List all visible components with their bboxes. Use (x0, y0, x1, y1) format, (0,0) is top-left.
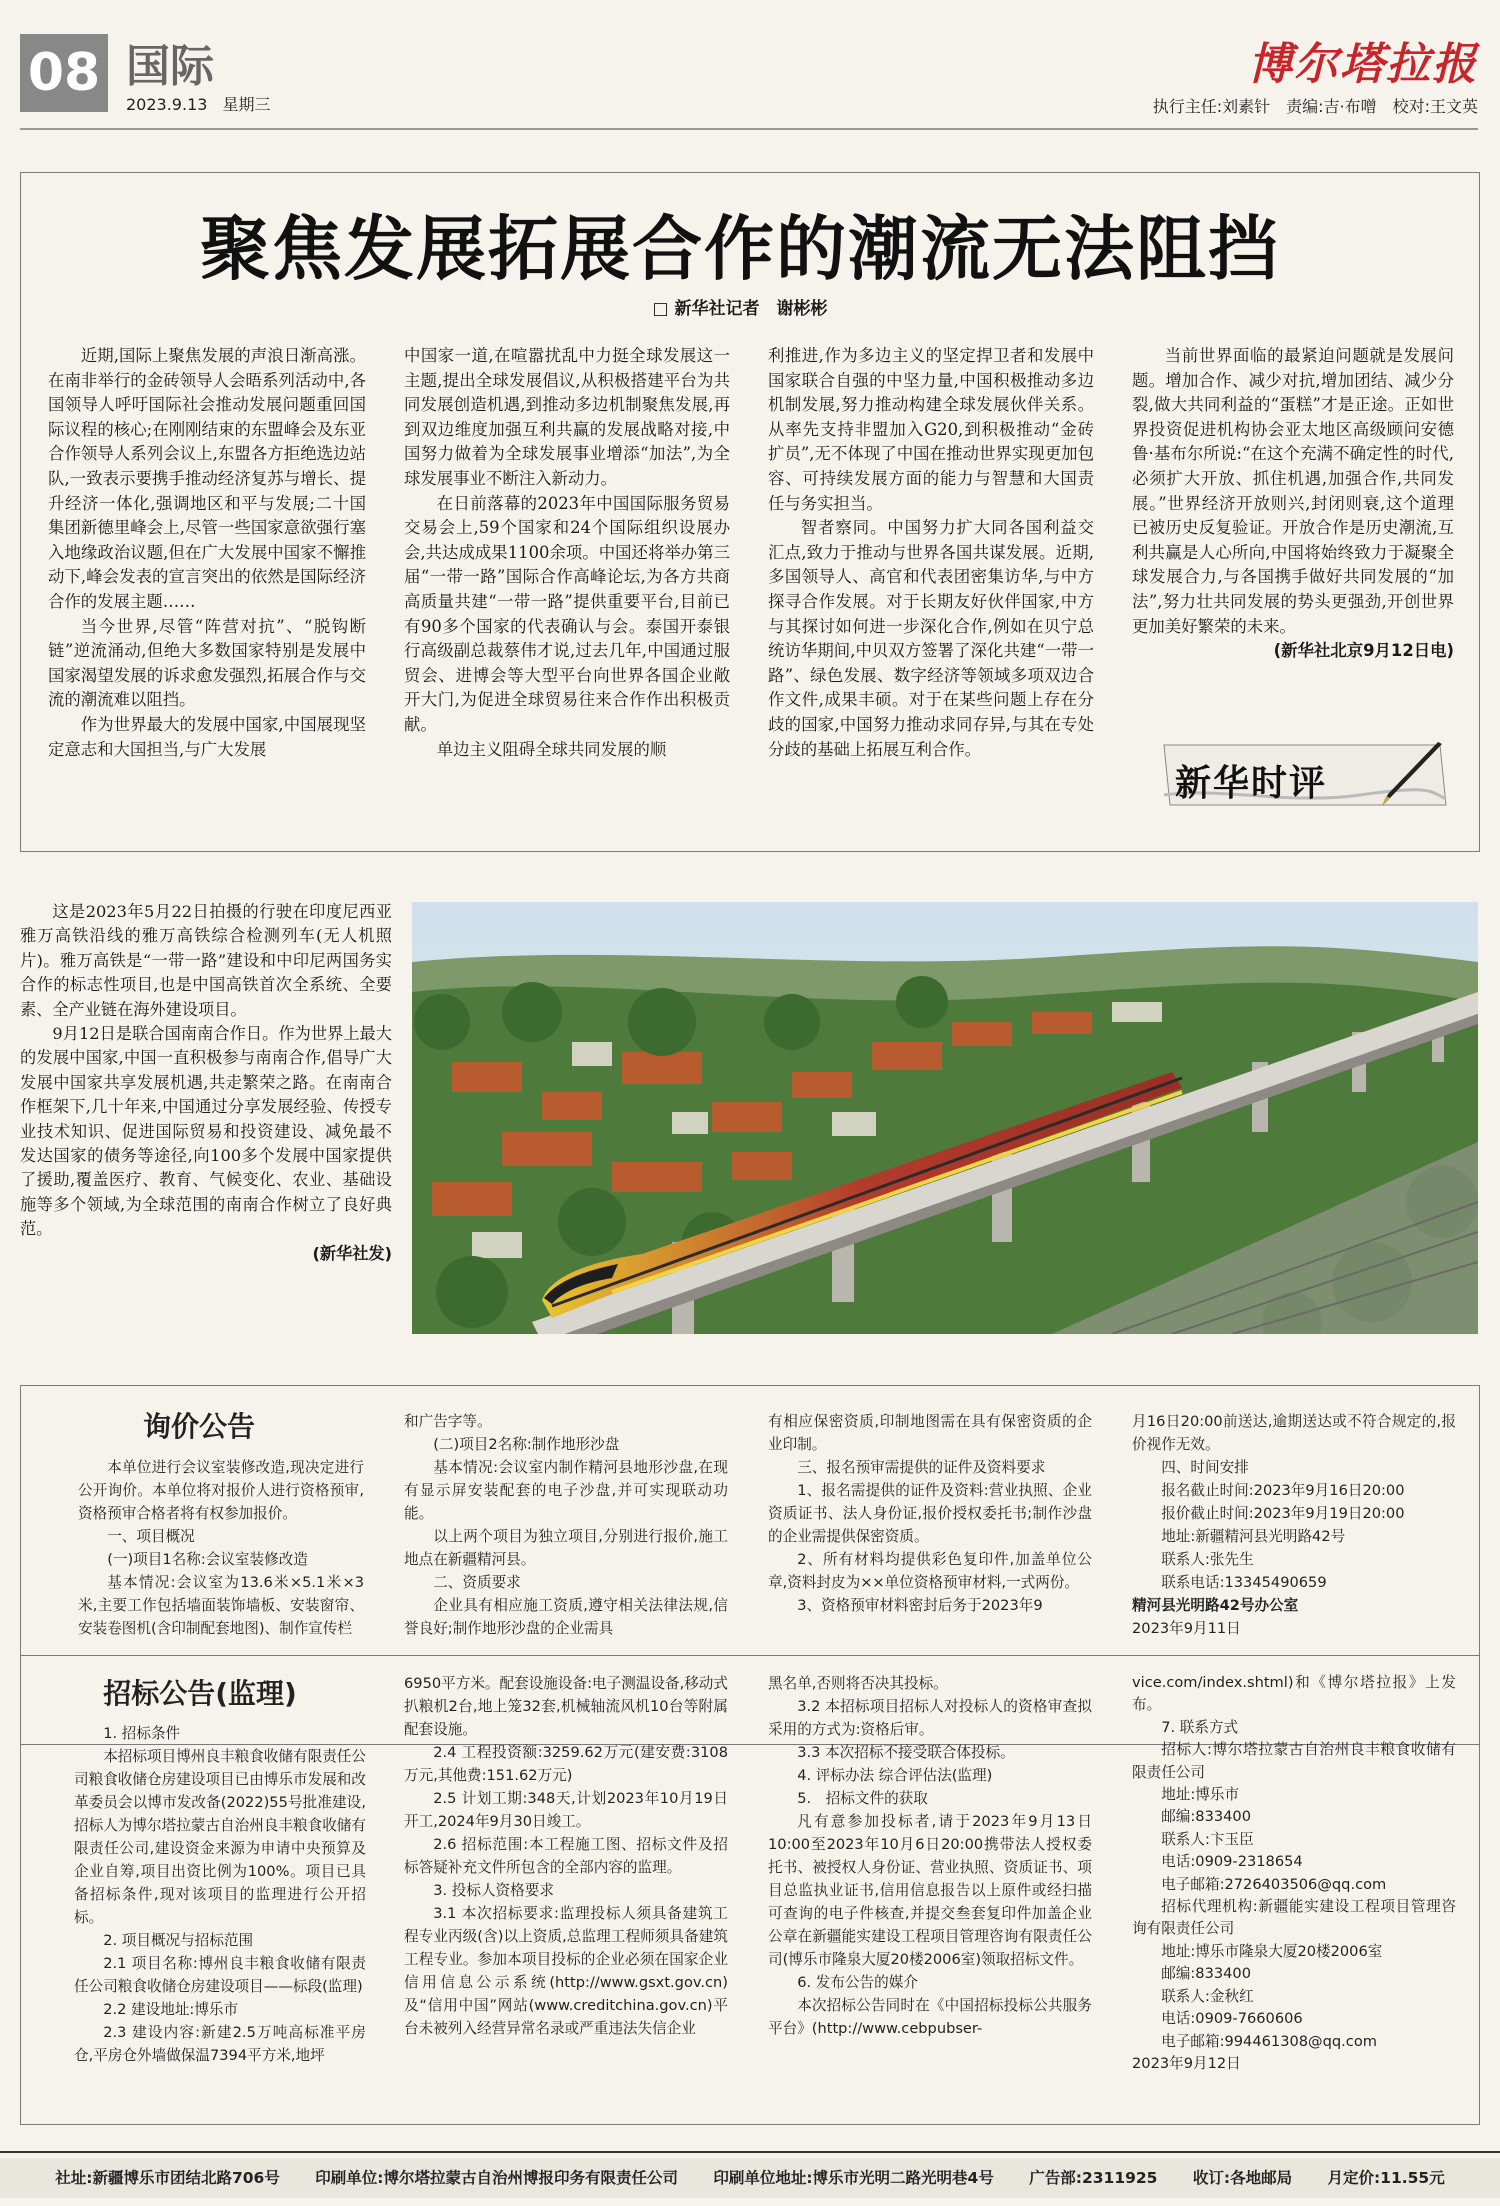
notice-line: 3、资格预审材料密封后务于2023年9 (797, 1597, 1043, 1614)
notice-line: 2、所有材料均提供彩色复印件,加盖单位公章,资料封皮为××单位资格预审材料,一式两份。 (768, 1551, 1092, 1591)
paragraph: 智者察同。中国努力扩大同各国利益交汇点,致力于推动与世界各国共谋发展。近期,多国领导人、高官和代表团密集访华,与中方探寻合作发展。对于长期友好伙伴国家,中方与其探讨如何进一步深化合作,例如在贝宁总统访华期间,中贝双方签署了深化共建“一带一路”、绿色发展、数字经济等领域多项双边合作文件,成果丰硕。对于在某些问题上存在分歧的国家,中国努力推动求同存异,与其在专处分歧的基础上拓展互利合作。 (768, 518, 1094, 759)
article-column-3 (768, 344, 1094, 762)
notice-line: 本招标项目博州良丰粮食收储有限责任公司粮食收储仓房建设项目已由博乐市发展和改革委员会以博市发改备(2022)55号批准建设,招标人为博尔塔拉蒙古自治州良丰粮食收储有限责任公司,建设资金来源为申请中央预算及企业自筹,项目出资比例为100%。项目已具备招标条件,现对该项目的监理进行公开招标。 (74, 1748, 366, 1926)
footer-bar (0, 2158, 1500, 2198)
notice-line: 邮编:833400 (1161, 1808, 1252, 1826)
notice-line: 招标人:博尔塔拉蒙古自治州良丰粮食收储有限责任公司 (1132, 1741, 1456, 1781)
notice-line: 2.4 工程投资额:3259.62万元(建安费:3108万元,其他费:151.62万元) (404, 1744, 728, 1784)
tender-column-2 (404, 1672, 728, 2040)
article-column-4 (1132, 344, 1454, 664)
footer-price: 月定价:11.55元 (1327, 2169, 1445, 2187)
notice-line: 基本情况:会议室内制作精河县地形沙盘,在现有显示屏安装配套的电子沙盘,并可实现联动功能。 (404, 1459, 728, 1522)
notice-line: 招标代理机构:新疆能实建设工程项目管理咨询有限责任公司 (1132, 1898, 1456, 1938)
inquiry-column-1 (78, 1456, 364, 1640)
paragraph: 利推进,作为多边主义的坚定捍卫者和发展中国家联合自强的中坚力量,中国积极推动多边机制发展,努力推动构建全球发展伙伴关系。从率先支持非盟加入G20,到积极推动“金砖扩员”,无不体现了中国在推动世界实现更加包容、可持续发展方面的能力与智慧和大国责任与务实担当。 (768, 346, 1094, 513)
notice-line: 2.1 项目名称:博州良丰粮食收储有限责任公司粮食收储仓房建设项目——标段(监理) (74, 1955, 366, 1995)
caption-paragraph: 9月12日是联合国南南合作日。作为世界上最大的发展中国家,中国一直积极参与南南合作,倡导广大发展中国家共享发展机遇,共走繁荣之路。在南南合作框架下,几十年来,中国通过分享发展经验、传授专业技术知识、促进国际贸易和投资建设、减免最不发达国家的债务等途径,向100多个发展中国家提供了援助,覆盖医疗、教育、气候变化、农业、基础设施等多个领域,为全球范围的南南合作树立了良好典范。 (20, 1024, 392, 1239)
article-headline: 聚焦发展拓展合作的潮流无法阻挡 (200, 207, 1280, 290)
article-column-2 (404, 344, 730, 762)
footer-rule (0, 2151, 1500, 2153)
train-landscape-illustration (412, 902, 1478, 1334)
date: 2023.9.13 (126, 95, 208, 114)
notice-line: 2.6 招标范围:本工程施工图、招标文件及招标答疑补充文件所包含的全部内容的监理。 (404, 1836, 728, 1876)
notice-line: 有相应保密资质,印制地图需在具有保密资质的企业印制。 (768, 1413, 1092, 1453)
article-byline: □ 新华社记者 谢彬彬 (652, 299, 828, 319)
pen-icon (1360, 740, 1450, 810)
notice-line: 3.2 本招标项目招标人对投标人的资格审查拟采用的方式为:资格后审。 (768, 1698, 1092, 1738)
footer-subscription: 收订:各地邮局 (1192, 2169, 1293, 2187)
notice-line: 黑名单,否则将否决其投标。 (768, 1675, 948, 1692)
notice-line: 3.3 本次招标不接受联合体投标。 (797, 1744, 1015, 1761)
notice-line: 月16日20:00前送达,逾期送达或不符合规定的,报价视作无效。 (1132, 1413, 1456, 1453)
paragraph: 作为世界最大的发展中国家,中国展现坚定意志和大国担当,与广大发展 (48, 714, 366, 759)
notice-line: 4. 评标办法 综合评估法(监理) (797, 1767, 993, 1784)
notice-line: 2.5 计划工期:348天,计划2023年10月19日开工,2024年9月30日竣工。 (404, 1790, 728, 1830)
inquiry-notice-title: 询价公告 (142, 1410, 255, 1443)
notice-line: 3. 投标人资格要求 (433, 1882, 554, 1899)
footer-printer: 印刷单位:博尔塔拉蒙古自治州博报印务有限责任公司 (315, 2169, 678, 2187)
notice-line: (二)项目2名称:制作地形沙盘 (433, 1436, 620, 1453)
tender-notice-title: 招标公告(监理) (103, 1677, 297, 1710)
issue-date (126, 92, 271, 115)
inquiry-column-3 (768, 1410, 1092, 1617)
inquiry-column-4 (1132, 1410, 1456, 1640)
footer-address: 社址:新疆博乐市团结北路706号 (55, 2169, 280, 2187)
notice-line: 电话:0909-2318654 (1161, 1853, 1303, 1871)
notice-line: 2.2 建设地址:博乐市 (103, 2001, 239, 2018)
tender-date: 2023年9月12日 (1132, 2054, 1241, 2072)
notice-line: 6950平方米。配套设施设备:电子测温设备,移动式扒粮机2台,地上笼32套,机械轴流风机10台等附属配套设施。 (404, 1675, 728, 1738)
notice-line: 1. 招标条件 (103, 1725, 181, 1742)
notice-line: 6. 发布公告的媒介 (797, 1974, 918, 1991)
notice-line: 地址:博乐市隆泉大厦20楼2006室 (1161, 1942, 1383, 1960)
notice-line: 联系人:卞玉臣 (1161, 1830, 1254, 1848)
section-title: 国际 (126, 41, 214, 92)
notice-line: 电话:0909-7660606 (1161, 2010, 1303, 2028)
page-number: 08 (20, 34, 108, 112)
notice-line: 地址:新疆精河县光明路42号 (1161, 1528, 1346, 1545)
notice-line: 7. 联系方式 (1161, 1718, 1239, 1736)
inquiry-issuer: 精河县光明路42号办公室 (1132, 1597, 1299, 1614)
notice-line: 邮编:833400 (1161, 1965, 1252, 1983)
notice-line: 报价截止时间:2023年9月19日20:00 (1161, 1505, 1405, 1522)
notice-line: 本单位进行会议室装修改造,现决定进行公开询价。本单位将对报价人进行资格预审,资格预审合格者将有权参加报价。 (78, 1459, 364, 1522)
tender-column-4 (1132, 1672, 1456, 2075)
inquiry-date: 2023年9月11日 (1132, 1620, 1241, 1637)
photo-caption (20, 900, 392, 1266)
paragraph: 当前世界面临的最紧迫问题就是发展问题。增加合作、减少对抗,增加团结、减少分裂,做大共同利益的“蛋糕”才是正途。正如世界投资促进机构协会亚太地区高级顾问安德鲁·基布尔所说:“在这个充满不确定性的时代,必须扩大开放、抓住机遇,加强合作,共同发展。”世界经济开放则兴,封闭则衰,这个道理已被历史反复验证。开放合作是历史潮流,互利共赢是人心所向,中国将始终致力于凝聚全球发展合力,与各国携手做好共同发展的“加法”,努力壮共同发展的势头更强劲,开创世界更加美好繁荣的未来。 (1132, 346, 1454, 636)
notice-line: 一、项目概况 (107, 1528, 195, 1545)
notice-line: 联系人:张先生 (1161, 1551, 1254, 1568)
notice-line: 以上两个项目为独立项目,分别进行报价,施工地点在新疆精河县。 (404, 1528, 728, 1568)
notice-line: 凡有意参加投标者,请于2023年9月13日10:00至2023年10月6日20:00携带法人授权委托书、被授权人身份证、营业执照、资质证书、项目总监执业证书,信用信息报告以上原件或经扫描可查询的电子件核查,并提交叁套复印件加盖企业公章在新疆能实建设工程项目管理咨询有限责任公司(博乐市隆泉大厦20楼2006室)领取招标文件。 (768, 1813, 1092, 1968)
notice-line: 本次招标公告同时在《中国招标投标公共服务平台》(http://www.cebpubser- (768, 1997, 1092, 2037)
notice-line: 三、报名预审需提供的证件及资料要求 (797, 1459, 1046, 1476)
weekday: 星期三 (222, 95, 271, 114)
caption-paragraph: 这是2023年5月22日拍摄的行驶在印度尼西亚雅万高铁沿线的雅万高铁综合检测列车(无人机照片)。雅万高铁是“一带一路”建设和中印尼两国务实合作的标志性项目,也是中国高铁首次全系统、全要素、全产业链在海外建设项目。 (20, 902, 392, 1019)
notice-line: 报名截止时间:2023年9月16日20:00 (1161, 1482, 1405, 1499)
notice-line: 企业具有相应施工资质,遵守相关法律法规,信誉良好;制作地形沙盘的企业需具 (404, 1597, 728, 1637)
notice-line: 四、时间安排 (1161, 1459, 1249, 1476)
tender-column-3 (768, 1672, 1092, 2040)
header-rule (20, 128, 1478, 130)
paragraph: 中国家一道,在喧嚣扰乱中力挺全球发展这一主题,提出全球发展倡议,从积极搭建平台为共同发展创造机遇,到推动多边机制聚焦发展,再到双边维度加强互利共赢的发展战略对接,中国努力做着为全球发展事业增添“加法”,为全球发展事业不断注入新动力。 (404, 346, 730, 488)
notice-line: 电子邮箱:994461308@qq.com (1161, 2032, 1377, 2050)
paragraph: 近期,国际上聚焦发展的声浪日渐高涨。在南非举行的金砖领导人会晤系列活动中,各国领导人呼吁国际社会推动发展问题重回国际议程的核心;在刚刚结束的东盟峰会及东亚合作领导人系列会议上,东盟各方拒绝选边站队,一致表示要携手推动经济复苏与增长、提升经济一体化,强调地区和平与发展;二十国集团新德里峰会上,尽管一些国家意欲强行塞入地缘政治议题,但在广大发展中国家不懈推动下,峰会发表的宣言突出的依然是国际经济合作的发展主题…… (48, 346, 366, 611)
tender-column-1 (74, 1722, 366, 2067)
notice-line: 二、资质要求 (433, 1574, 521, 1591)
footer-ad-phone: 广告部:2311925 (1029, 2169, 1158, 2187)
paragraph: 当今世界,尽管“阵营对抗”、“脱钩断链”逆流涌动,但绝大多数国家特别是发展中国家渴望发展的诉求愈发强烈,拓展合作与交流的潮流难以阻挡。 (48, 616, 366, 710)
footer-printer-address: 印刷单位地址:博乐市光明二路光明巷4号 (713, 2169, 994, 2187)
notice-line: 5. 招标文件的获取 (797, 1790, 928, 1807)
notice-line: 联系人:金秋红 (1161, 1987, 1254, 2005)
paragraph: 单边主义阻碍全球共同发展的顺 (436, 739, 667, 759)
notice-line: 3.1 本次招标要求:监理投标人须具备建筑工程专业丙级(含)以上资质,总监理工程师须具备建筑工程专业。参加本项目投标的企业必须在国家企业信用信息公示系统(http://www.gsxt.gov.cn)及“信用中国”网站(www.creditchina.gov.cn)平台未被列入经营异常名录或严重违法失信企业 (404, 1905, 728, 2037)
notice-line: (一)项目1名称:会议室装修改造 (107, 1551, 308, 1568)
notice-line: vice.com/index.shtml)和《博尔塔拉报》上发布。 (1132, 1674, 1456, 1714)
notice-line: 和广告字等。 (404, 1413, 492, 1430)
editor-credits: 执行主任:刘素针 责编:吉·布噌 校对:王文英 (1152, 97, 1478, 116)
inquiry-column-2 (404, 1410, 728, 1640)
notice-line: 联系电话:13345490659 (1161, 1574, 1327, 1591)
article-column-1 (48, 344, 366, 762)
notice-line: 2. 项目概况与招标范围 (103, 1932, 254, 1949)
notice-line: 地址:博乐市 (1161, 1786, 1240, 1804)
notice-line: 电子邮箱:2726403506@qq.com (1161, 1875, 1387, 1893)
newspaper-masthead: 博尔塔拉报 (1248, 39, 1478, 90)
photo-credit: (新华社发) (312, 1243, 392, 1263)
notice-line: 基本情况:会议室为13.6米×5.1米×3米,主要工作包括墙面装饰墙板、安装窗帘、安装卷图机(含印制配套地图)、制作宣传栏 (78, 1574, 364, 1637)
high-speed-train-photo (412, 902, 1478, 1334)
commentary-badge: 新华时评 (1175, 763, 1328, 804)
paragraph: 在日前落幕的2023年中国国际服务贸易交易会上,59个国家和24个国际组织设展办会,共达成成果1100余项。中国还将举办第三届“一带一路”国际合作高峰论坛,为各方共商高质量共建“一带一路”提供重要平台,目前已有90多个国家的代表确认与会。泰国开泰银行高级副总裁蔡伟才说,过去几年,中国通过服贸会、进博会等大型平台向世界各国企业敞开大门,为促进全球贸易往来合作作出积极贡献。 (404, 493, 730, 734)
notice-line: 1、报名需提供的证件及资料:营业执照、企业资质证书、法人身份证,报价授权委托书;制作沙盘的企业需提供保密资质。 (768, 1482, 1092, 1545)
article-sign: (新华社北京9月12日电) (1273, 641, 1454, 661)
notice-line: 2.3 建设内容:新建2.5万吨高标准平房仓,平房仓外墙做保温7394平方米,地坪 (74, 2024, 366, 2064)
